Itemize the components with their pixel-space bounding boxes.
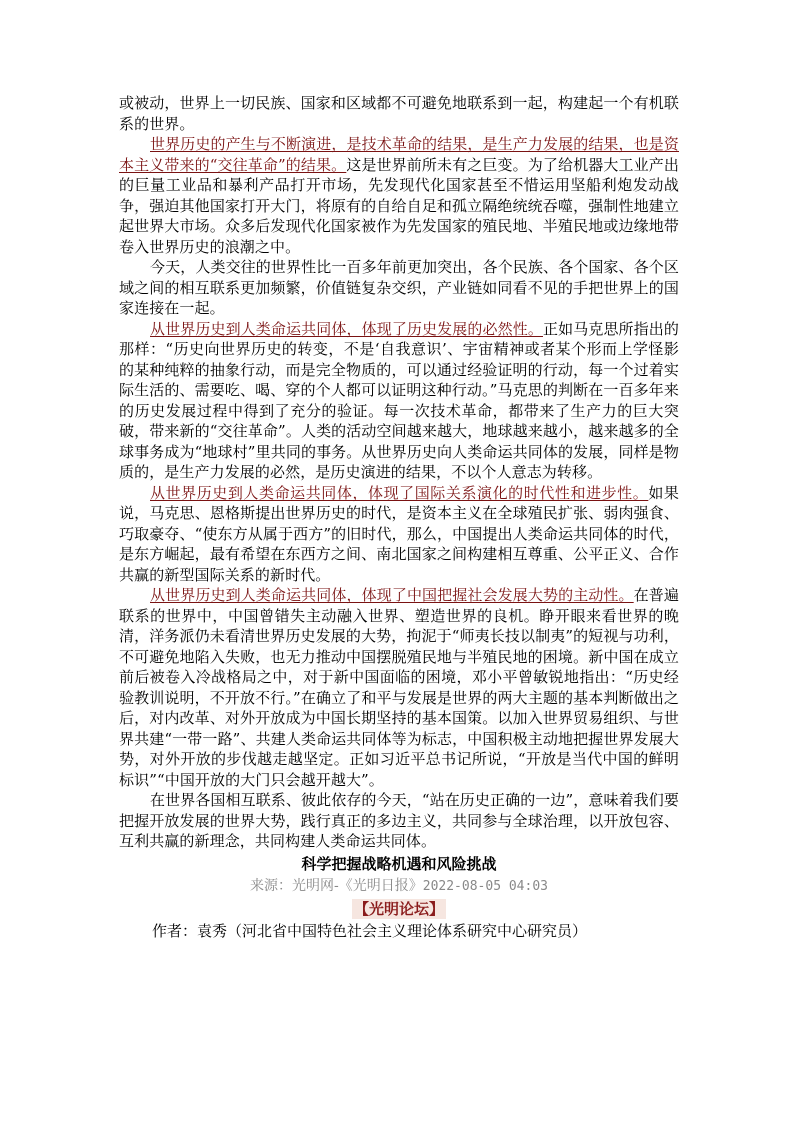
paragraph-4 [119, 319, 679, 483]
column-tag [119, 898, 679, 920]
paragraph-text: 正如马克思所指出的那样：“历史向世界历史的转变，不是‘自我意识’、宇宙精神或者某个形而上学怪影的某种纯粹的抽象行动，而是完全物质的，可以通过经验证明的行动，每一个过着实际生活的、需要吃、喝、穿的个人都可以证明这种行动。”马克思的判断在一百多年来的历史发展过程中得到了充分的验证。每一次技术革命，都带来了生产力的巨大突破，带来新的“交往革命”。人类的活动空间越来越大，地球越来越小，越来越多的全球事务成为“地球村”里共同的事务。从世界历史向人类命运共同体的发展，同样是物质的，是生产力发展的必然，是历史演进的结果，不以个人意志为转移。 [119, 319, 679, 481]
paragraph-text: 如果说，马克思、恩格斯提出世界历史的时代，是资本主义在全球殖民扩张、弱肉强食、巧取豪夺、“使东方从属于西方”的旧时代，那么，中国提出人类命运共同体的时代，是东方崛起，最有希望在东西方之间、南北国家之间构建相互尊重、公平正义、合作共赢的新型国际关系的新时代。 [119, 483, 680, 584]
emphasized-thesis: 从世界历史到人类命运共同体，体现了国际关系演化的时代性和进步性。 [150, 483, 649, 502]
emphasized-thesis: 从世界历史到人类命运共同体，体现了历史发展的必然性。 [150, 319, 543, 338]
column-tag-label: 【光明论坛】 [353, 899, 444, 918]
paragraph-3 [119, 257, 679, 319]
emphasized-thesis: 从世界历史到人类命运共同体，体现了中国把握社会发展大势的主动性。 [150, 586, 634, 604]
paragraph-text: 在普遍联系的世界中，中国曾错失主动融入世界、塑造世界的良机。睁开眼来看世界的晚清，洋务派仍未看清世界历史发展的大势，拘泥于“师夷长技以制夷”的短视与功利，不可避免地陷入失败，也无力推动中国摆脱殖民地与半殖民地的困境。新中国在成立前后被卷入冷战格局之中，对于新中国面临的困境，邓小平曾敏锐地指出：“历史经验教训说明，不开放不行。”在确立了和平与发展是世界的两大主题的基本判断做出之后，对内改革、对外开放成为中国长期坚持的基本国策。以加入世界贸易组织、与世界共建“一带一路”、共建人类命运共同体等为标志，中国积极主动地把握世界发展大势，对外开放的步伐越走越坚定。正如习近平总书记所说，“开放是当代中国的鲜明标识”“中国开放的大门只会越开越大”。 [119, 586, 680, 789]
article-page [119, 93, 679, 942]
emphasized-thesis: 世界历史的产生与不断演进，是技术革命的结果，是生产力发展的结果，也是资本主义带来的“交往革命”的结果。 [119, 135, 679, 174]
paragraph-text: 或被动，世界上一切民族、国家和区域都不可避免地联系到一起，构建起一个有机联系的世界。 [119, 94, 679, 133]
source-line [119, 875, 679, 898]
publish-date: 2022-08-05 04:03 [422, 878, 548, 894]
paragraph-text: 在世界各国相互联系、彼此依存的今天，“站在历史正确的一边”，意味着我们要把握开放发展的世界大势，践行真正的多边主义，共同参与全球治理，以开放包容、互利共赢的新理念，共同构建人类命运共同体。 [119, 791, 679, 850]
paragraph-2 [119, 134, 679, 257]
source-label: 来源：光明网-《光明日报》 [250, 877, 423, 894]
paragraph-1 [119, 93, 679, 134]
paragraph-text: 这是世界前所未有之巨变。为了给机器大工业产出的巨量工业品和暴利产品打开市场，先发现代化国家甚至不惜运用坚船利炮发动战争，强迫其他国家打开大门，将原有的自给自足和孤立隔绝统统吞噬，强制性地建立起世界大市场。众多后发现代化国家被作为先发国家的殖民地、半殖民地或边缘地带卷入世界历史的浪潮之中。 [119, 155, 679, 256]
paragraph-6 [119, 585, 679, 790]
paragraph-5 [119, 483, 679, 586]
article-title: 科学把握战略机遇和风险挑战 [301, 854, 497, 873]
author-line: 作者：袁秀（河北省中国特色社会主义理论体系研究中心研究员） [152, 921, 588, 940]
paragraph-7 [119, 790, 679, 852]
paragraph-text: 今天，人类交往的世界性比一百多年前更加突出，各个民族、各个国家、各个区域之间的相互联系更加频繁，价值链复杂交织，产业链如同看不见的手把世界上的国家连接在一起。 [119, 258, 679, 317]
